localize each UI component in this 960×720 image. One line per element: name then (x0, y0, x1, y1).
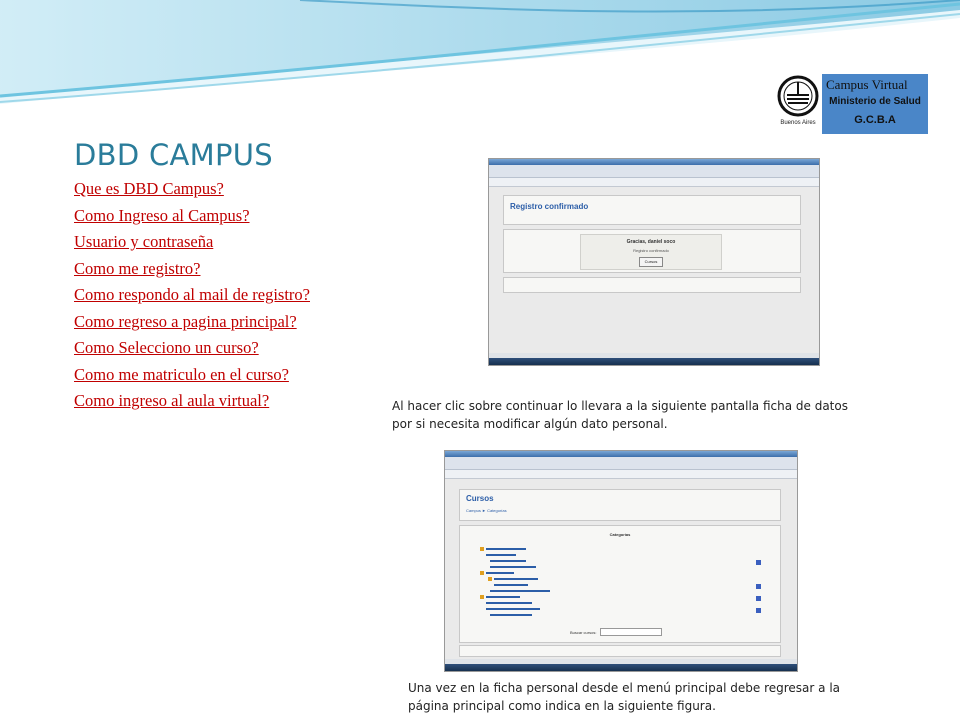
campus-virtual-logo (776, 72, 928, 136)
footer-panel (503, 277, 801, 293)
list-item (74, 180, 374, 197)
search-input[interactable] (600, 628, 662, 636)
link-como-regreso[interactable]: Como regreso a pagina principal? (74, 311, 297, 331)
list-item (74, 313, 374, 330)
registro-confirmado-screenshot (488, 158, 820, 366)
heading-panel (503, 195, 801, 225)
category-list (480, 546, 770, 620)
logo-box (822, 74, 928, 134)
breadcrumb[interactable]: Campus ► Categorías (466, 508, 507, 513)
browser-address-bar (489, 165, 819, 178)
list-item (74, 286, 374, 303)
link-como-me-registro[interactable]: Como me registro? (74, 258, 201, 278)
link-como-respondo-mail[interactable]: Como respondo al mail de registro? (74, 285, 310, 304)
caption-1: Al hacer clic sobre continuar lo llevara a la siguiente pantalla ficha de datos por si necesita modificar algún dato personal. (392, 399, 848, 431)
cursos-categorias-screenshot (444, 450, 798, 672)
panel-title: Categorías (609, 532, 631, 537)
footer-panel (459, 645, 781, 657)
link-como-ingreso[interactable]: Como Ingreso al Campus? (74, 205, 250, 225)
caption-2: Una vez en la ficha personal desde el menú principal debe regresar a la página principal como indica en la siguiente figura. (408, 681, 841, 713)
link-como-ingreso-aula[interactable]: Como ingreso al aula virtual? (74, 391, 270, 410)
browser-toolbar (445, 470, 797, 479)
seal-icon (776, 72, 820, 120)
list-item (74, 339, 374, 356)
slide-title: DBD CAMPUS (74, 138, 274, 172)
help-links-list (74, 180, 374, 419)
logo-line-3: G.C.B.A (854, 114, 896, 126)
list-item (74, 233, 374, 250)
page-heading: Registro confirmado (510, 202, 589, 211)
seal-caption: Buenos Aires (780, 120, 816, 126)
confirmation-panel (503, 229, 801, 273)
search-label: Buscar cursos: (570, 630, 597, 635)
logo-line-1: Campus Virtual (826, 77, 908, 92)
windows-taskbar (489, 358, 819, 365)
browser-toolbar (489, 178, 819, 187)
heading-panel (459, 489, 781, 521)
windows-taskbar (445, 664, 797, 671)
confirmation-box (580, 234, 722, 270)
link-como-me-matriculo[interactable]: Como me matriculo en el curso? (74, 364, 289, 384)
link-como-selecciono-curso[interactable]: Como Selecciono un curso? (74, 338, 259, 357)
cursos-button[interactable]: Cursos (639, 257, 663, 267)
browser-address-bar (445, 457, 797, 470)
greeting-text: Gracias, daniel soco (626, 239, 676, 245)
categories-panel (459, 525, 781, 643)
list-item (74, 260, 374, 277)
buenos-aires-seal (776, 72, 820, 136)
link-que-es-dbd-campus[interactable]: Que es DBD Campus? (74, 179, 224, 198)
list-item (74, 207, 374, 224)
list-item (74, 392, 374, 409)
page-heading: Cursos (466, 494, 494, 503)
link-usuario-contrasena[interactable]: Usuario y contraseña (74, 232, 214, 251)
confirmation-sub: Registro confirmado (633, 248, 669, 253)
list-item (74, 366, 374, 383)
logo-line-2: Ministerio de Salud (829, 96, 921, 107)
